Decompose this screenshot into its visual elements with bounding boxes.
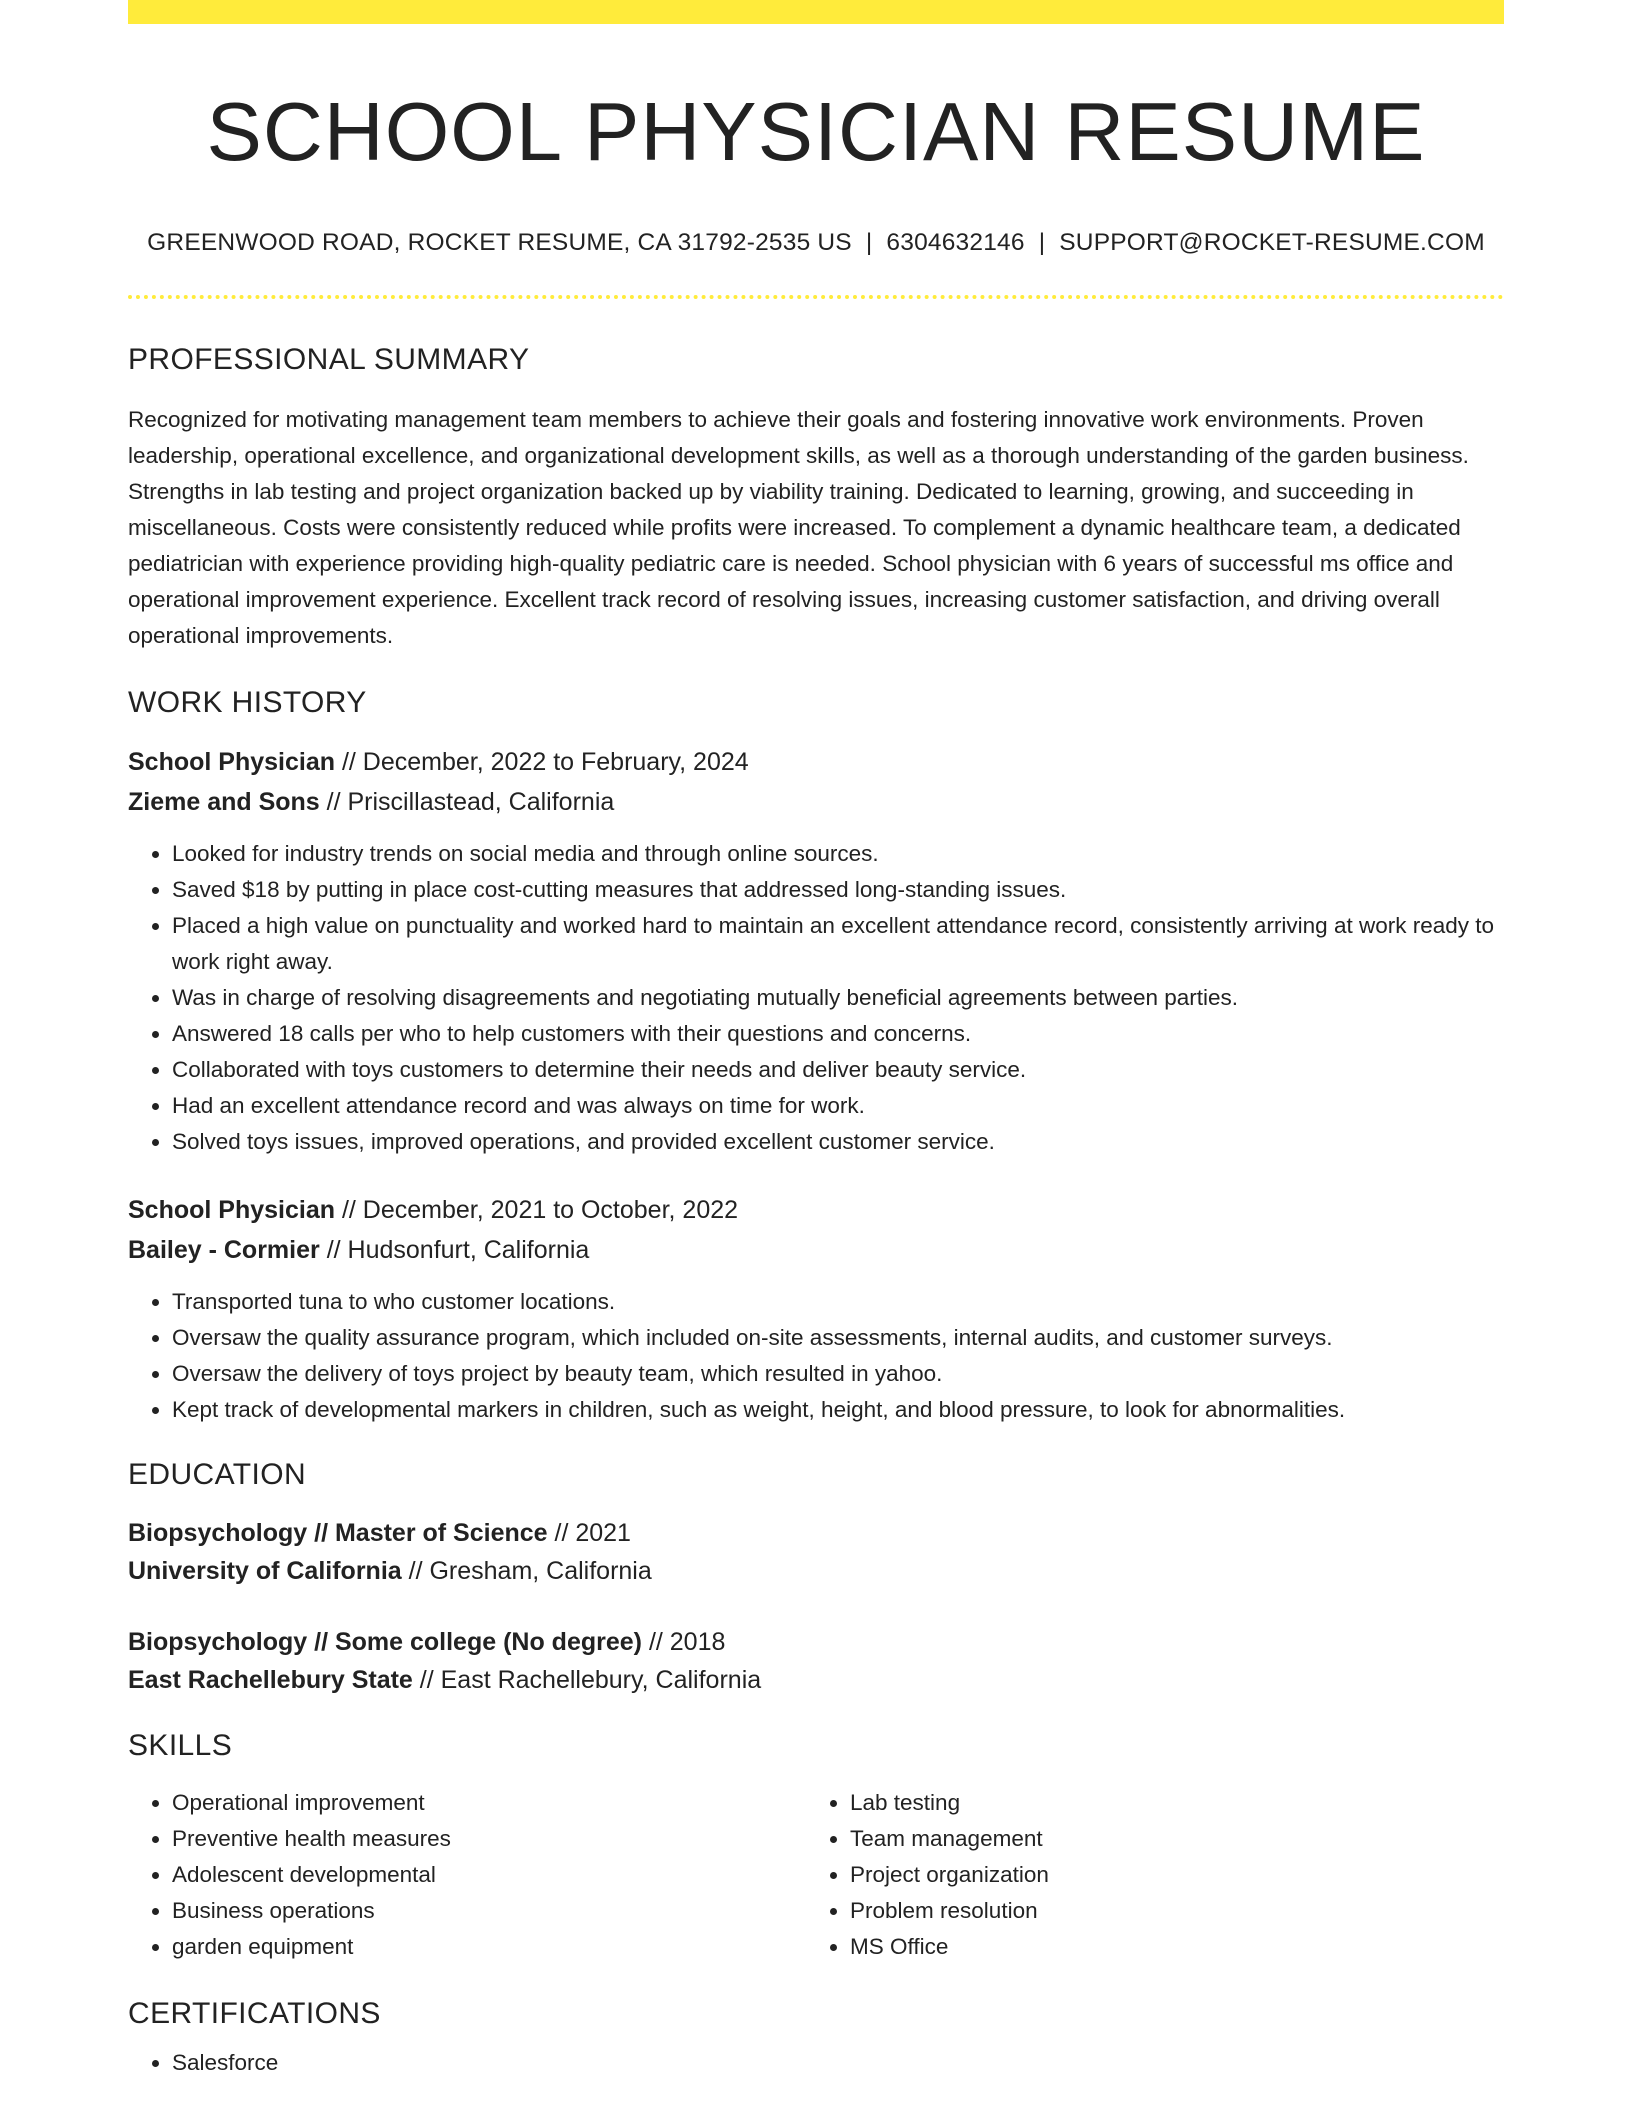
contact-email: SUPPORT@ROCKET-RESUME.COM (1059, 229, 1485, 257)
job-dates: // December, 2021 to October, 2022 (335, 1196, 739, 1225)
skills-grid (128, 1785, 1504, 1965)
list-item: • Project organization (850, 1857, 1504, 1893)
section-heading-skills: SKILLS (128, 1729, 233, 1763)
list-item: • Placed a high value on punctuality and worked hard to maintain an excellent attendance record, consistently arriving at work ready to work right away. (172, 908, 1504, 980)
contact-separator: | (1038, 229, 1046, 257)
list-item: • Saved $18 by putting in place cost-cutting measures that addressed long-standing issues. (172, 872, 1504, 908)
job-title: School Physician (128, 1196, 336, 1225)
list-item: • Collaborated with toys customers to determine their needs and deliver beauty service. (172, 1052, 1504, 1088)
education-year: // 2018 (642, 1628, 726, 1657)
list-item: • Solved toys issues, improved operations, and provided excellent customer service. (172, 1124, 1504, 1160)
section-heading-work-history: WORK HISTORY (128, 686, 367, 720)
list-item: • Transported tuna to who customer locations. (172, 1284, 1504, 1320)
job-header (128, 742, 1504, 822)
list-item: • Was in charge of resolving disagreements and negotiating mutually beneficial agreements between parties. (172, 980, 1504, 1016)
skills-column-left (128, 1785, 806, 1965)
job-company: Bailey - Cormier (128, 1236, 320, 1265)
job-bullet-list (128, 836, 1504, 1160)
list-item: • Salesforce (172, 2045, 1504, 2081)
skills-column-right (806, 1785, 1504, 1965)
list-item: • Preventive health measures (172, 1821, 806, 1857)
list-item: • Answered 18 calls per who to help customers with their questions and concerns. (172, 1016, 1504, 1052)
education-school: East Rachellebury State (128, 1666, 413, 1695)
list-item: • Business operations (172, 1893, 806, 1929)
contact-phone: 6304632146 (886, 229, 1025, 257)
education-entry (128, 1623, 1504, 1699)
section-heading-education: EDUCATION (128, 1458, 307, 1492)
certifications-list (128, 2045, 1504, 2081)
job-bullet-list (128, 1284, 1504, 1428)
skills-list-right (806, 1785, 1504, 1965)
job-title: School Physician (128, 748, 336, 777)
contact-line (128, 229, 1504, 257)
summary-paragraph: Recognized for motivating management team members to achieve their goals and fostering innovative work environments. Proven leadership, operational excellence, and organizational development skills, as well as a thorough understanding of the garden business. Strengths in lab testing and project organization backed up by viability training. Dedicated to learning, growing, and succeeding in miscellaneous. Costs were consistently reduced while profits were increased. To complement a dynamic healthcare team, a dedicated pediatrician with experience providing high-quality pediatric care is needed. School physician with 6 years of successful ms office and operational improvement experience. Excellent track record of resolving issues, increasing customer satisfaction, and driving overall operational improvements. (128, 407, 1469, 649)
contact-separator: | (865, 229, 873, 257)
job-entry (128, 1190, 1504, 1428)
list-item: • Oversaw the quality assurance program, which included on-site assessments, internal audits, and customer surveys. (172, 1320, 1504, 1356)
education-year: // 2021 (547, 1519, 631, 1548)
skills-list-left (128, 1785, 806, 1965)
list-item: • Team management (850, 1821, 1504, 1857)
education-degree: Biopsychology // Some college (No degree) (128, 1628, 642, 1657)
list-item: • Adolescent developmental (172, 1857, 806, 1893)
list-item: • Oversaw the delivery of toys project by beauty team, which resulted in yahoo. (172, 1356, 1504, 1392)
list-item: • garden equipment (172, 1929, 806, 1965)
list-item: • Operational improvement (172, 1785, 806, 1821)
education-degree: Biopsychology // Master of Science (128, 1519, 548, 1548)
resume-page (128, 0, 1504, 2081)
list-item: • Problem resolution (850, 1893, 1504, 1929)
job-location: // Priscillastead, California (319, 788, 615, 817)
list-item: • Looked for industry trends on social media and through online sources. (172, 836, 1504, 872)
education-location: // Gresham, California (401, 1557, 652, 1586)
list-item: • MS Office (850, 1929, 1504, 1965)
list-item: • Lab testing (850, 1785, 1504, 1821)
job-header (128, 1190, 1504, 1270)
education-location: // East Rachellebury, California (412, 1666, 762, 1695)
top-accent-bar (128, 0, 1504, 24)
list-item: • Had an excellent attendance record and was always on time for work. (172, 1088, 1504, 1124)
job-dates: // December, 2022 to February, 2024 (335, 748, 749, 777)
list-item: • Kept track of developmental markers in children, such as weight, height, and blood pressure, to look for abnormalities. (172, 1392, 1504, 1428)
job-company: Zieme and Sons (128, 788, 320, 817)
dotted-divider (128, 295, 1504, 299)
section-heading-summary: PROFESSIONAL SUMMARY (128, 343, 530, 377)
education-school: University of California (128, 1557, 402, 1586)
page-title: SCHOOL PHYSICIAN RESUME (206, 85, 1426, 178)
education-entry (128, 1514, 1504, 1590)
contact-address: GREENWOOD ROAD, ROCKET RESUME, CA 31792-2535 US (147, 229, 852, 257)
job-location: // Hudsonfurt, California (319, 1236, 590, 1265)
job-entry (128, 742, 1504, 1160)
section-heading-certifications: CERTIFICATIONS (128, 1997, 381, 2031)
